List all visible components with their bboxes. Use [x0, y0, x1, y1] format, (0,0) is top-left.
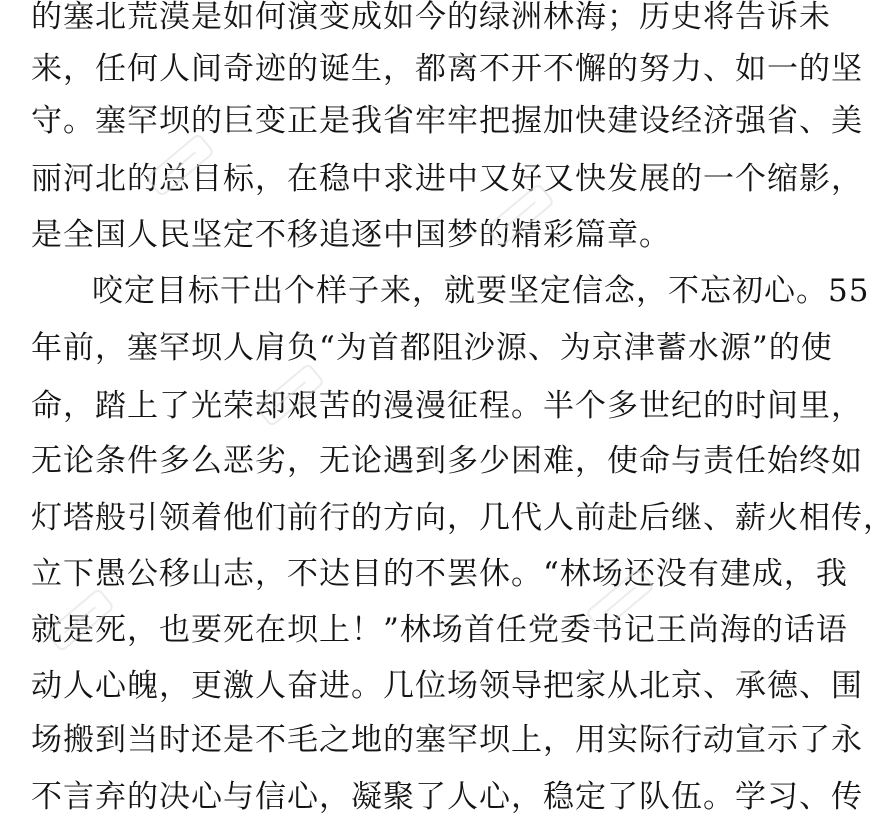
text-line-2: 来，任何人间奇迹的诞生，都离不开不懈的努力、如一的坚	[31, 51, 863, 87]
text-line-12: 就是死，也要死在坝上！”林场首任党委书记王尚海的话语	[31, 612, 848, 648]
text-line-6: 咬定目标干出个样子来，就要坚定信念，不忘初心。55	[92, 273, 870, 309]
text-line-14: 场搬到当时还是不毛之地的塞罕坝上，用实际行动宣示了永	[31, 722, 863, 758]
text-line-5: 是全国人民坚定不移追逐中国梦的精彩篇章。	[31, 217, 671, 253]
text-line-3: 守。塞罕坝的巨变正是我省牢牢把握加快建设经济强省、美	[31, 103, 863, 139]
text-line-15: 不言弃的决心与信心，凝聚了人心，稳定了队伍。学习、传	[31, 779, 863, 815]
text-line-7: 年前，塞罕坝人肩负“为首都阻沙源、为京津蓄水源”的使	[31, 330, 833, 366]
text-line-10: 灯塔般引领着他们前行的方向，几代人前赴后继、薪火相传，	[31, 500, 895, 536]
text-line-1: 的塞北荒漠是如何演变成如今的绿洲林海；历史将告诉未	[31, 0, 831, 35]
text-line-11: 立下愚公移山志，不达目的不罢休。“林场还没有建成，我	[31, 556, 848, 592]
text-line-8: 命，踏上了光荣却艰苦的漫漫征程。半个多世纪的时间里，	[31, 388, 863, 424]
text-line-4: 丽河北的总目标，在稳中求进中又好又快发展的一个缩影，	[31, 161, 863, 197]
text-line-9: 无论条件多么恶劣，无论遇到多少困难，使命与责任始终如	[31, 443, 863, 479]
text-line-13: 动人心魄，更激人奋进。几位场领导把家从北京、承德、围	[31, 668, 863, 704]
